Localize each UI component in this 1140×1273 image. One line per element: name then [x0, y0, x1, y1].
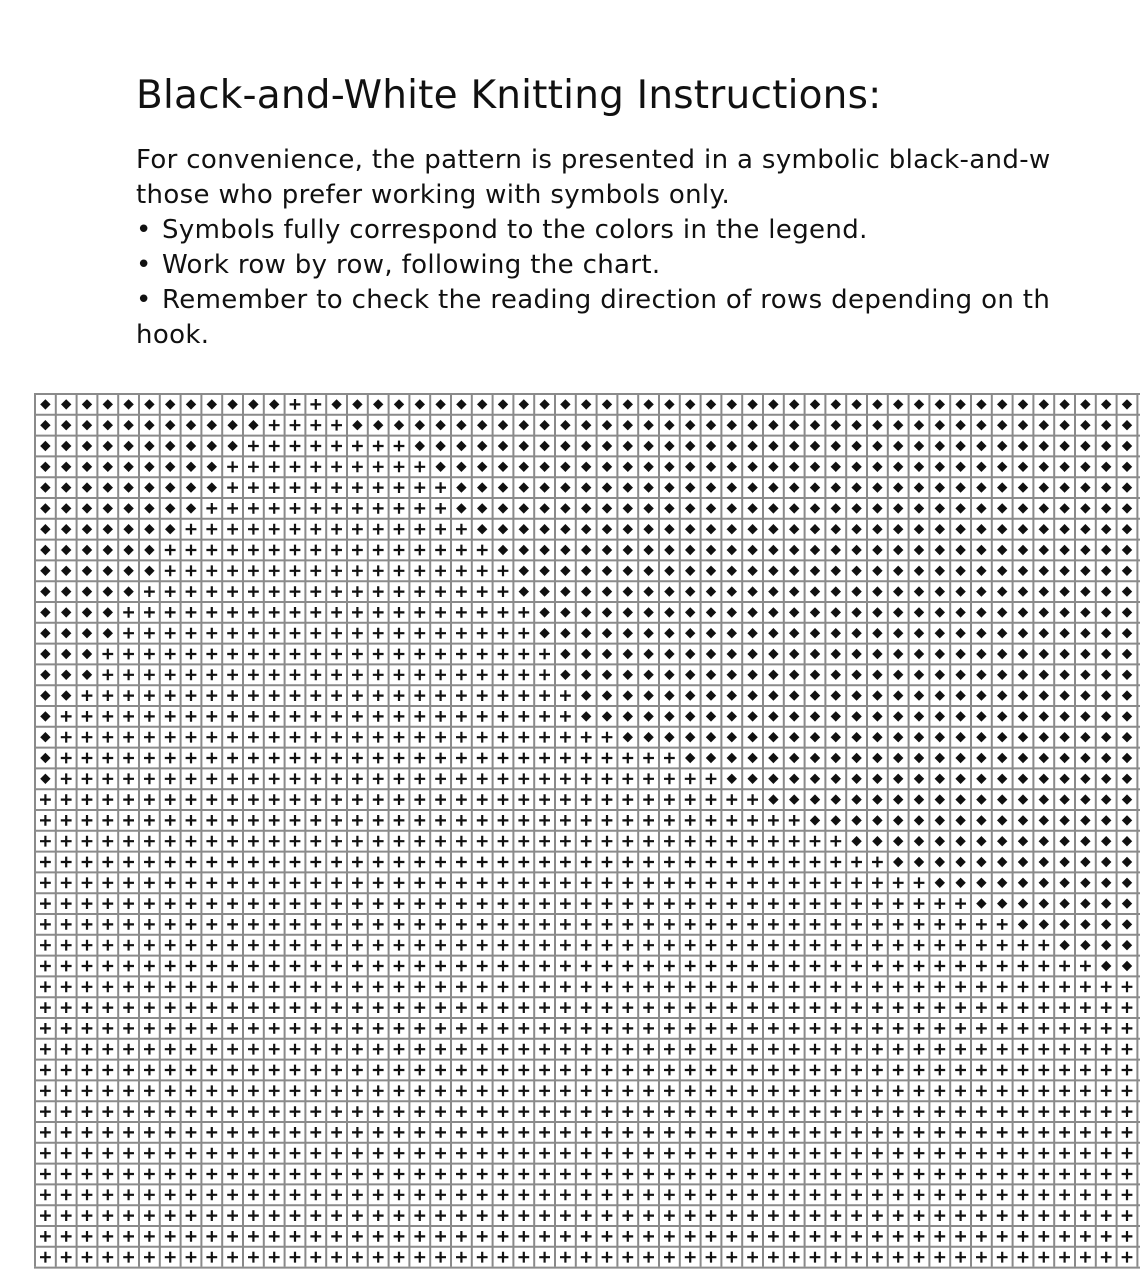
intro-paragraph [136, 143, 1140, 213]
instructions-text [136, 143, 1140, 353]
bullet-continuation: hook. [136, 320, 210, 350]
page-title: Black-and-White Knitting Instructions: [136, 73, 882, 118]
knitting-chart [34, 393, 1140, 1273]
bullet-item: • Remember to check the reading direction of rows depending on th [136, 283, 1140, 318]
bullet-item: • Symbols fully correspond to the colors in the legend. [136, 213, 1140, 248]
intro-line-2: those who prefer working with symbols only. [136, 180, 731, 210]
knitting-chart-grid [34, 393, 1140, 1273]
instruction-bullets [136, 213, 1140, 318]
bullet-item: • Work row by row, following the chart. [136, 248, 1140, 283]
intro-line-1: For convenience, the pattern is presented in a symbolic black-and-w [136, 145, 1051, 175]
